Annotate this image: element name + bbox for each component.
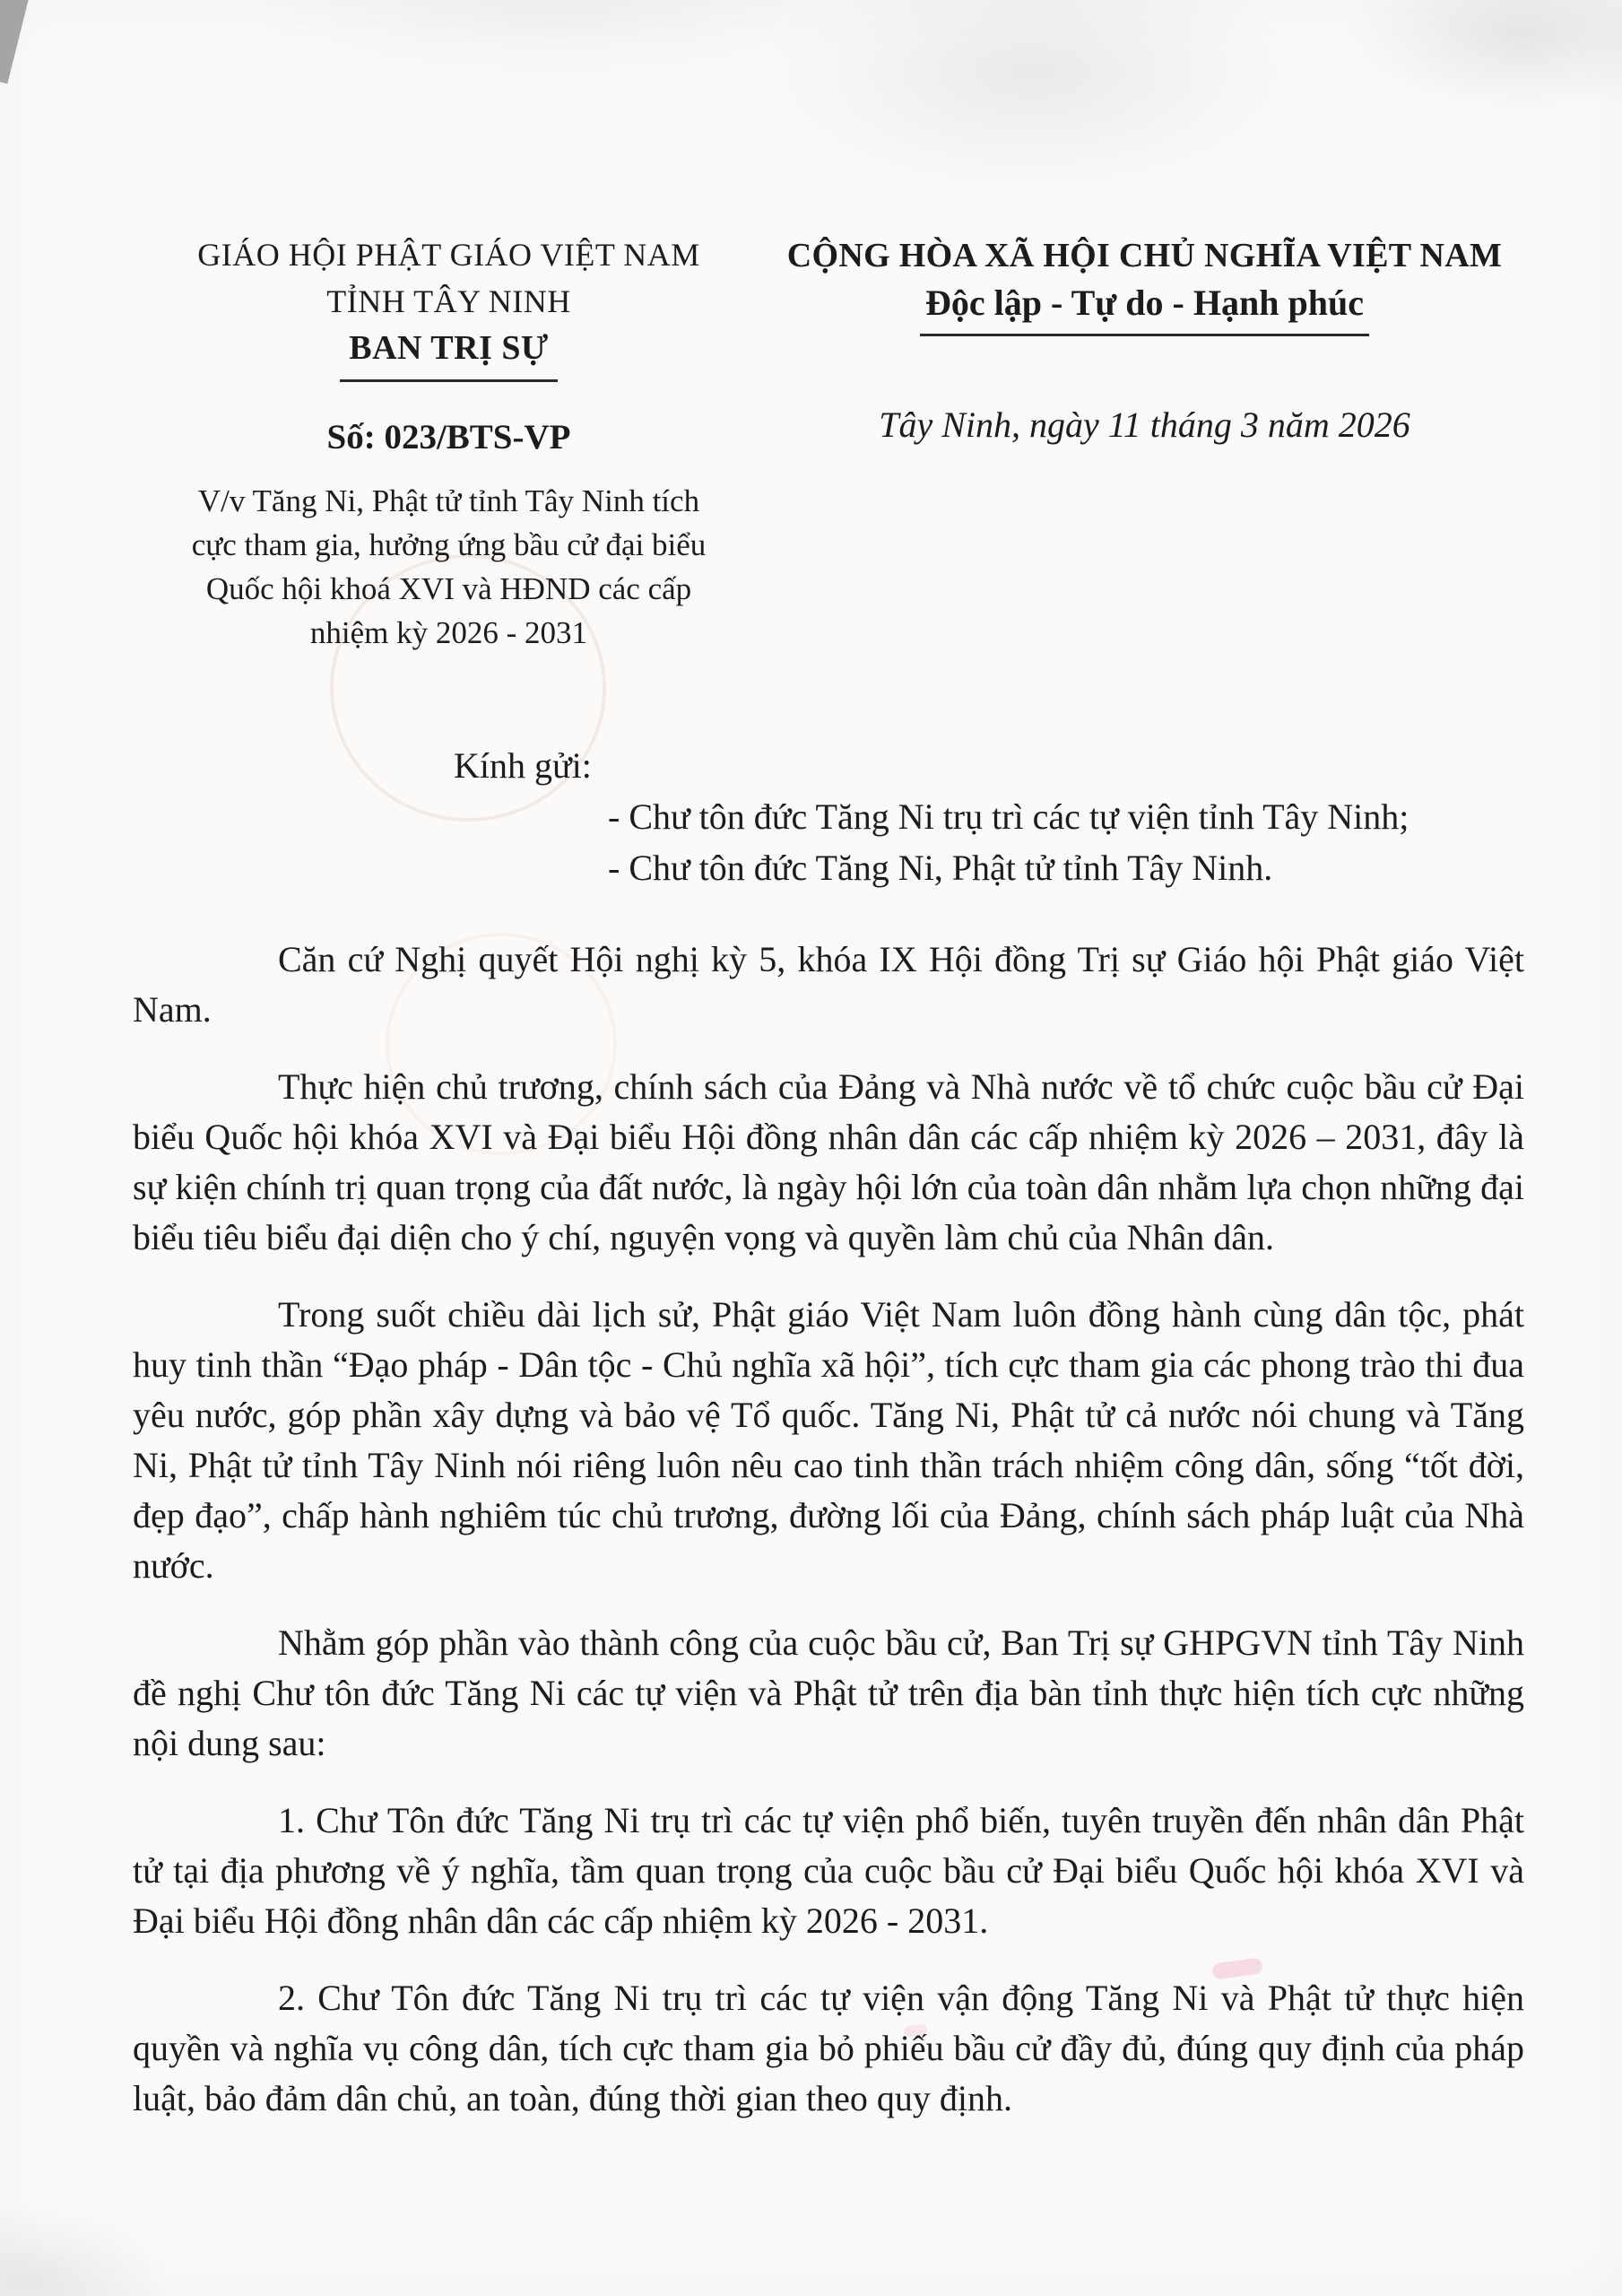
recipient-line: - Chư tôn đức Tăng Ni, Phật tử tỉnh Tây Ninh. (608, 848, 1273, 888)
body-numbered-item-1: 1. Chư Tôn đức Tăng Ni trụ trì các tự viện phổ biến, tuyên truyền đến nhân dân Phật tử tại địa phương về ý nghĩa, tầm quan trọng của cuộc bầu cử Đại biểu Quốc hội khóa XVI và Đại biểu Hội đồng nhân dân các cấp nhiệm kỳ 2026 - 2031. (133, 1800, 1524, 1941)
issuer-block (133, 231, 765, 655)
issuer-department-wrap (133, 325, 765, 382)
body-numbered-item-2: 2. Chư Tôn đức Tăng Ni trụ trì các tự viện vận động Tăng Ni và Phật tử thực hiện quyền và nghĩa vụ công dân, tích cực tham gia bỏ phiếu bầu cử đầy đủ, đúng quy định của pháp luật, bảo đảm dân chủ, an toàn, đúng thời gian theo quy định. (133, 1978, 1524, 2118)
body-paragraph: Thực hiện chủ trương, chính sách của Đảng và Nhà nước về tổ chức cuộc bầu cử Đại biểu Quốc hội khóa XVI và Đại biểu Hội đồng nhân dân các cấp nhiệm kỳ 2026 – 2031, đây là sự kiện chính trị quan trọng của đất nước, là ngày hội lớn của toàn dân nhằm lựa chọn những đại biểu tiêu biểu đại diện cho ý chí, nguyện vọng và quyền làm chủ của Nhân dân. (133, 1066, 1524, 1257)
scan-corner-artifact (0, 0, 30, 83)
national-motto-wrap (765, 280, 1524, 336)
recipients-list (608, 791, 1524, 893)
issuer-department-name: BAN TRỊ SỰ (340, 325, 558, 382)
body-paragraph: Trong suốt chiều dài lịch sử, Phật giáo Việt Nam luôn đồng hành cùng dân tộc, phát huy tinh thần “Đạo pháp - Dân tộc - Chủ nghĩa xã hội”, tích cực tham gia các phong trào thi đua yêu nước, góp phần xây dựng và bảo vệ Tổ quốc. Tăng Ni, Phật tử cả nước nói chung và Tăng Ni, Phật tử tỉnh Tây Ninh nói riêng luôn nêu cao tinh thần trách nhiệm công dân, sống “tốt đời, đẹp đạo”, chấp hành nghiêm túc chủ trương, đường lối của Đảng, chính sách pháp luật của Nhà nước. (133, 1294, 1524, 1586)
recipient-line: - Chư tôn đức Tăng Ni trụ trì các tự viện tỉnh Tây Ninh; (608, 796, 1409, 837)
national-motto: Độc lập - Tự do - Hạnh phúc (920, 280, 1369, 336)
document-content (133, 231, 1524, 2124)
document-number: Số: 023/BTS-VP (326, 418, 571, 457)
salutation-label: Kính gửi: (454, 745, 592, 786)
national-title: CỘNG HÒA XÃ HỘI CHỦ NGHĨA VIỆT NAM (786, 237, 1503, 274)
place-and-date-line: Tây Ninh, ngày 11 tháng 3 năm 2026 (879, 404, 1410, 445)
issuer-province-name: TỈNH TÂY NINH (326, 283, 571, 319)
document-header (133, 231, 1524, 655)
body-paragraph: Căn cứ Nghị quyết Hội nghị kỳ 5, khóa IX Hội đồng Trị sự Giáo hội Phật giáo Việt Nam. (133, 939, 1524, 1030)
document-subject: V/v Tăng Ni, Phật tử tỉnh Tây Ninh tích cực tham gia, hưởng ứng bầu cử đại biểu Quốc hội khoá XVI và HĐND các cấp nhiệm kỳ 2026 - 2031 (191, 483, 707, 650)
issuer-organization-name: GIÁO HỘI PHẬT GIÁO VIỆT NAM (197, 237, 700, 273)
national-header-block (765, 231, 1524, 448)
body-paragraph: Nhằm góp phần vào thành công của cuộc bầu cử, Ban Trị sự GHPGVN tỉnh Tây Ninh đề nghị Chư tôn đức Tăng Ni các tự viện và Phật tử trên địa bàn tỉnh thực hiện tích cực những nội dung sau: (133, 1622, 1524, 1763)
